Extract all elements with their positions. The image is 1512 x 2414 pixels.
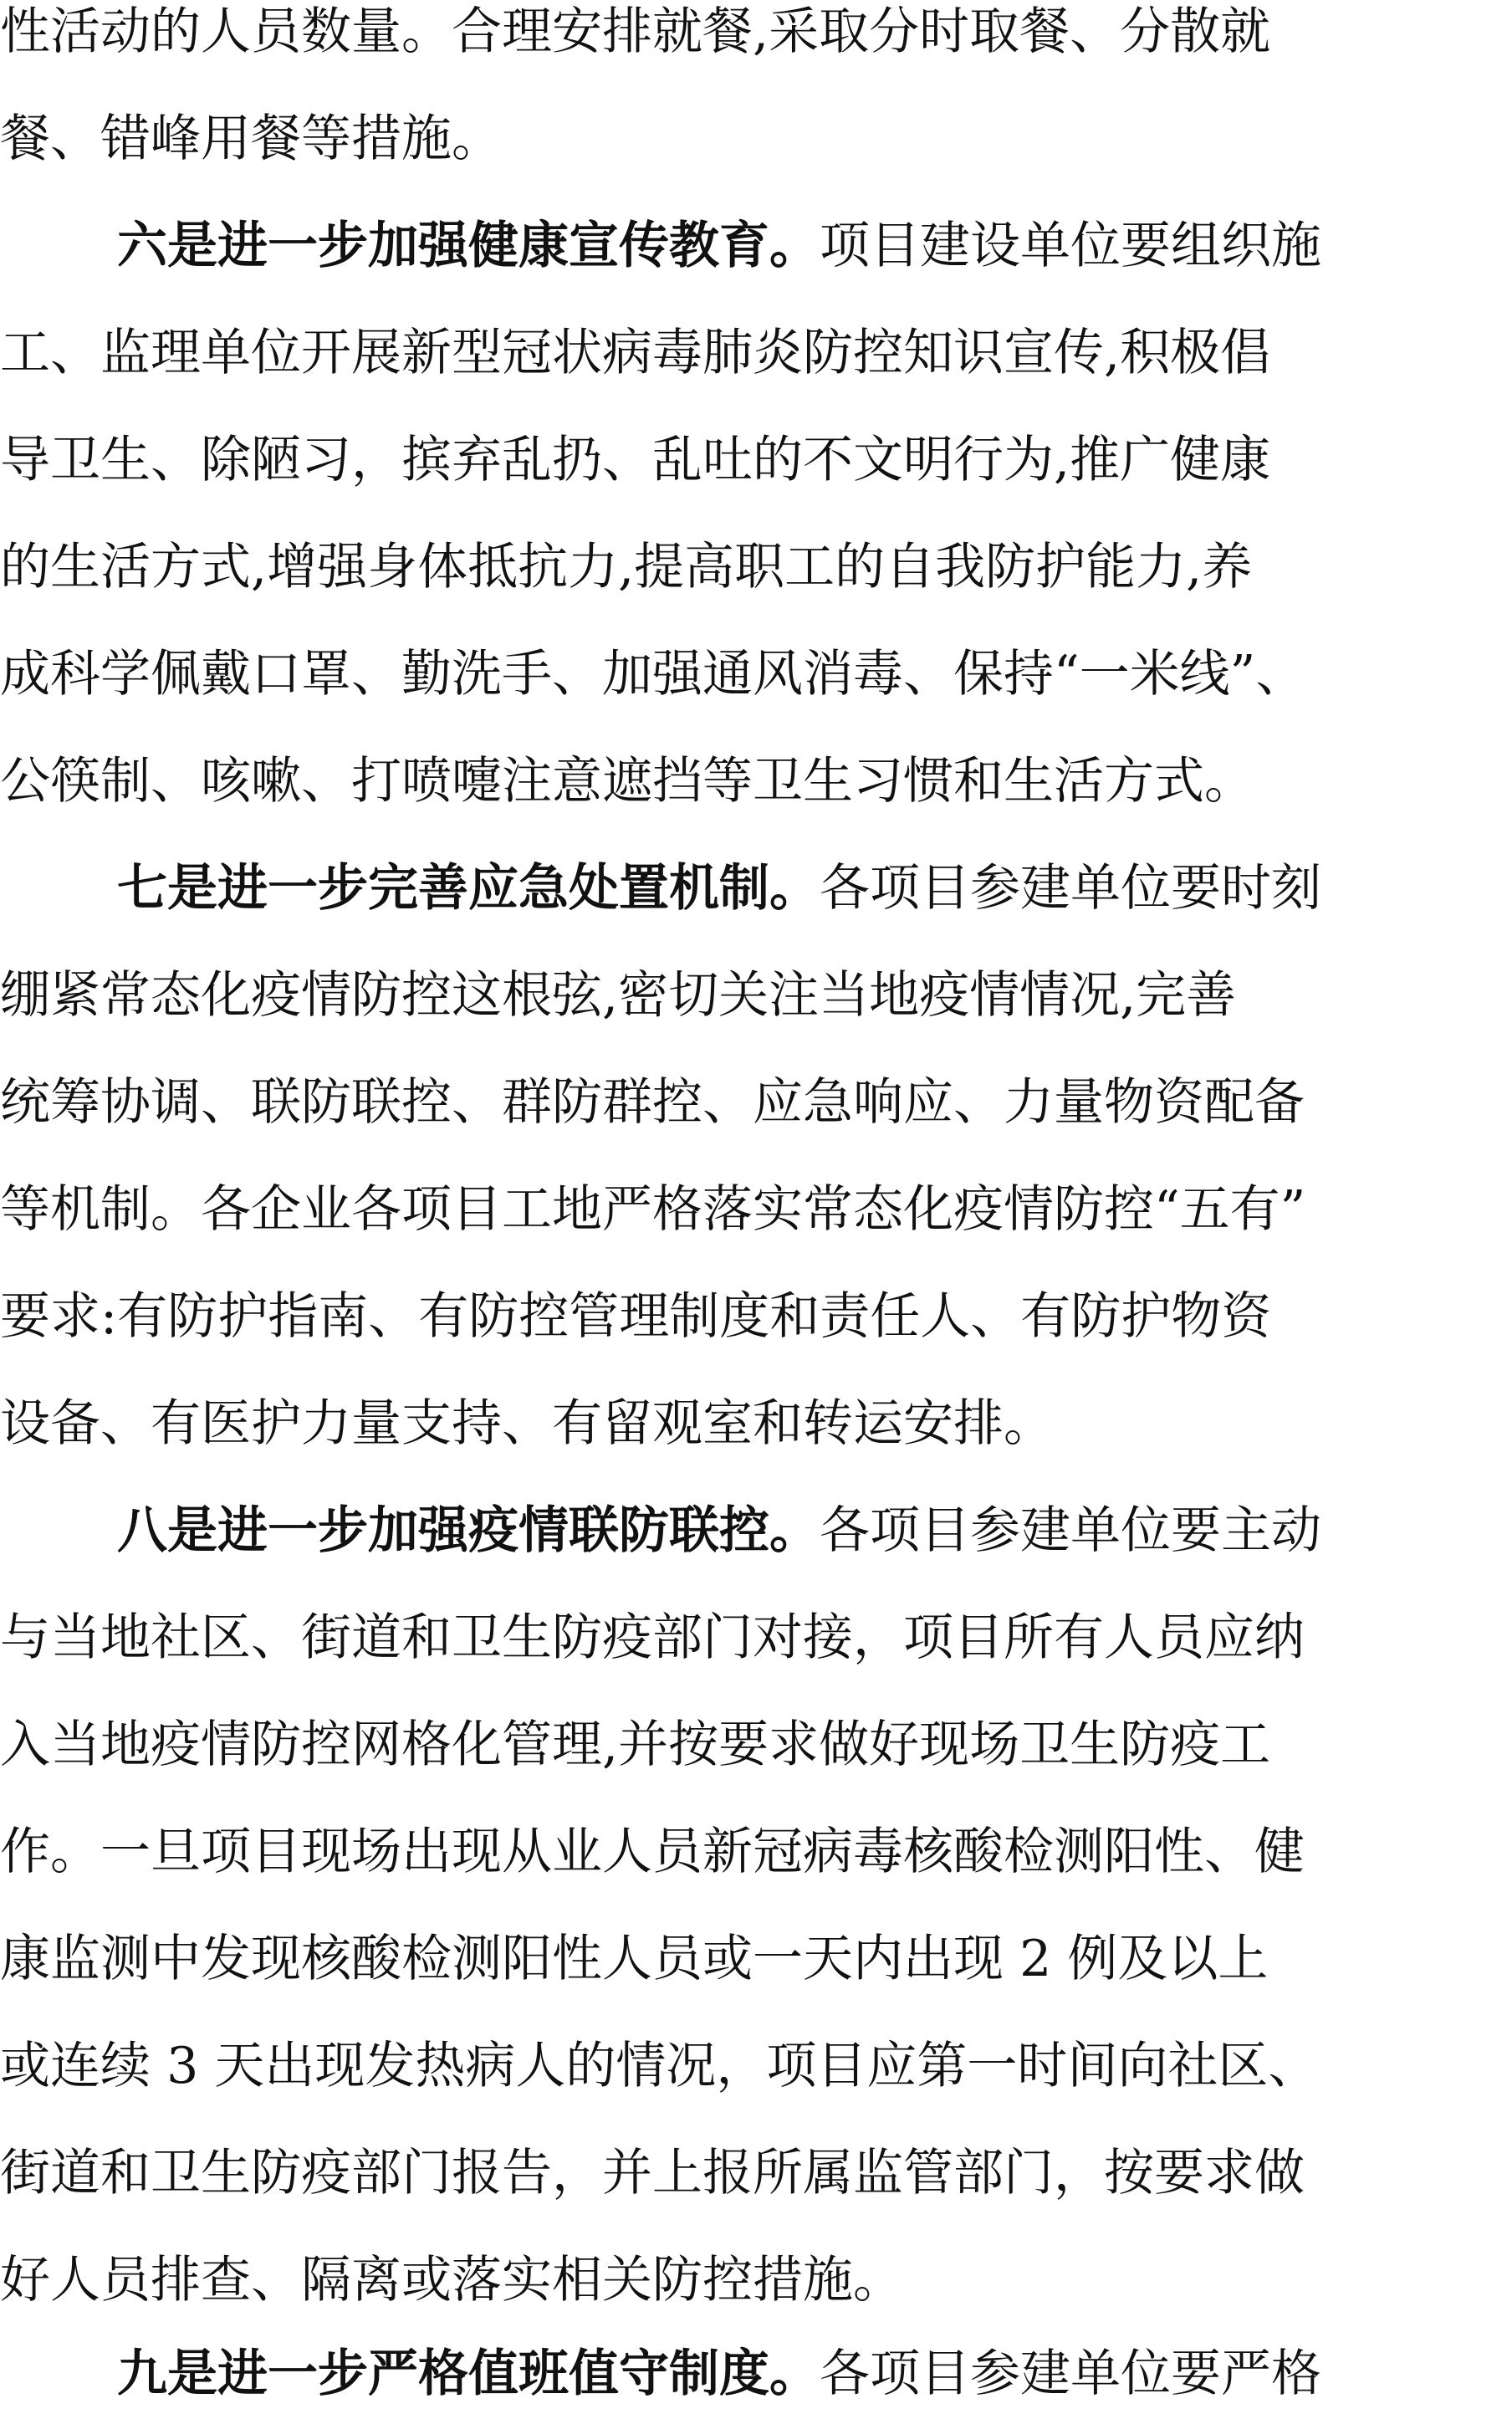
paragraph-first-line bbox=[117, 206, 1321, 286]
paragraph-line: 作。一旦项目现场出现从业人员新冠病毒核酸检测阳性、健 bbox=[0, 1823, 1305, 1881]
paragraph-line: 好人员排查、隔离或落实相关防控措施。 bbox=[0, 2251, 903, 2309]
paragraph-line: 入当地疫情防控网格化管理,并按要求做好现场卫生防疫工 bbox=[0, 1716, 1271, 1774]
paragraph-line: 街道和卫生防疫部门报告，并上报所属监管部门，按要求做 bbox=[0, 2144, 1305, 2202]
paragraph-first-line bbox=[117, 1491, 1321, 1571]
paragraph-line: 要求:有防护指南、有防控管理制度和责任人、有防护物资 bbox=[0, 1287, 1272, 1346]
paragraph-line: 或连续 3 天出现发热病人的情况，项目应第一时间向社区、 bbox=[0, 2037, 1319, 2095]
paragraph-first-line bbox=[117, 2334, 1321, 2414]
paragraph-line: 等机制。各企业各项目工地严格落实常态化疫情防控“五有” bbox=[0, 1180, 1306, 1239]
paragraph-text: 项目建设单位要组织施 bbox=[820, 217, 1321, 275]
paragraph-text: 各项目参建单位要主动 bbox=[820, 1501, 1321, 1560]
paragraph-line: 康监测中发现核酸检测阳性人员或一天内出现 2 例及以上 bbox=[0, 1930, 1269, 1988]
paragraph-line: 成科学佩戴口罩、勤洗手、加强通风消毒、保持“一米线”、 bbox=[0, 645, 1306, 703]
paragraph-line: 设备、有医护力量支持、有留观室和转运安排。 bbox=[0, 1394, 1054, 1453]
section-heading: 七是进一步完善应急处置机制。 bbox=[117, 859, 820, 918]
paragraph-text: 各项目参建单位要严格 bbox=[820, 2345, 1321, 2403]
paragraph-line: 公筷制、咳嗽、打喷嚏注意遮挡等卫生习惯和生活方式。 bbox=[0, 752, 1254, 811]
paragraph-first-line bbox=[117, 848, 1321, 928]
paragraph-line: 的生活方式,增强身体抵抗力,提高职工的自我防护能力,养 bbox=[0, 538, 1253, 596]
paragraph-line: 餐、错峰用餐等措施。 bbox=[0, 110, 502, 168]
paragraph-line: 工、监理单位开展新型冠状病毒肺炎防控知识宣传,积极倡 bbox=[0, 324, 1271, 382]
paragraph-line: 导卫生、除陋习，摈弃乱扔、乱吐的不文明行为,推广健康 bbox=[0, 431, 1271, 489]
section-heading: 六是进一步加强健康宣传教育。 bbox=[117, 217, 820, 275]
paragraph-line: 性活动的人员数量。合理安排就餐,采取分时取餐、分散就 bbox=[0, 3, 1271, 61]
paragraph-text: 各项目参建单位要时刻 bbox=[820, 859, 1321, 918]
paragraph-line: 绷紧常态化疫情防控这根弦,密切关注当地疫情情况,完善 bbox=[0, 966, 1237, 1025]
paragraph-line: 统筹协调、联防联控、群防群控、应急响应、力量物资配备 bbox=[0, 1073, 1305, 1132]
paragraph-line: 与当地社区、街道和卫生防疫部门对接，项目所有人员应纳 bbox=[0, 1608, 1305, 1667]
section-heading: 九是进一步严格值班值守制度。 bbox=[117, 2345, 820, 2403]
section-heading: 八是进一步加强疫情联防联控。 bbox=[117, 1501, 820, 1560]
